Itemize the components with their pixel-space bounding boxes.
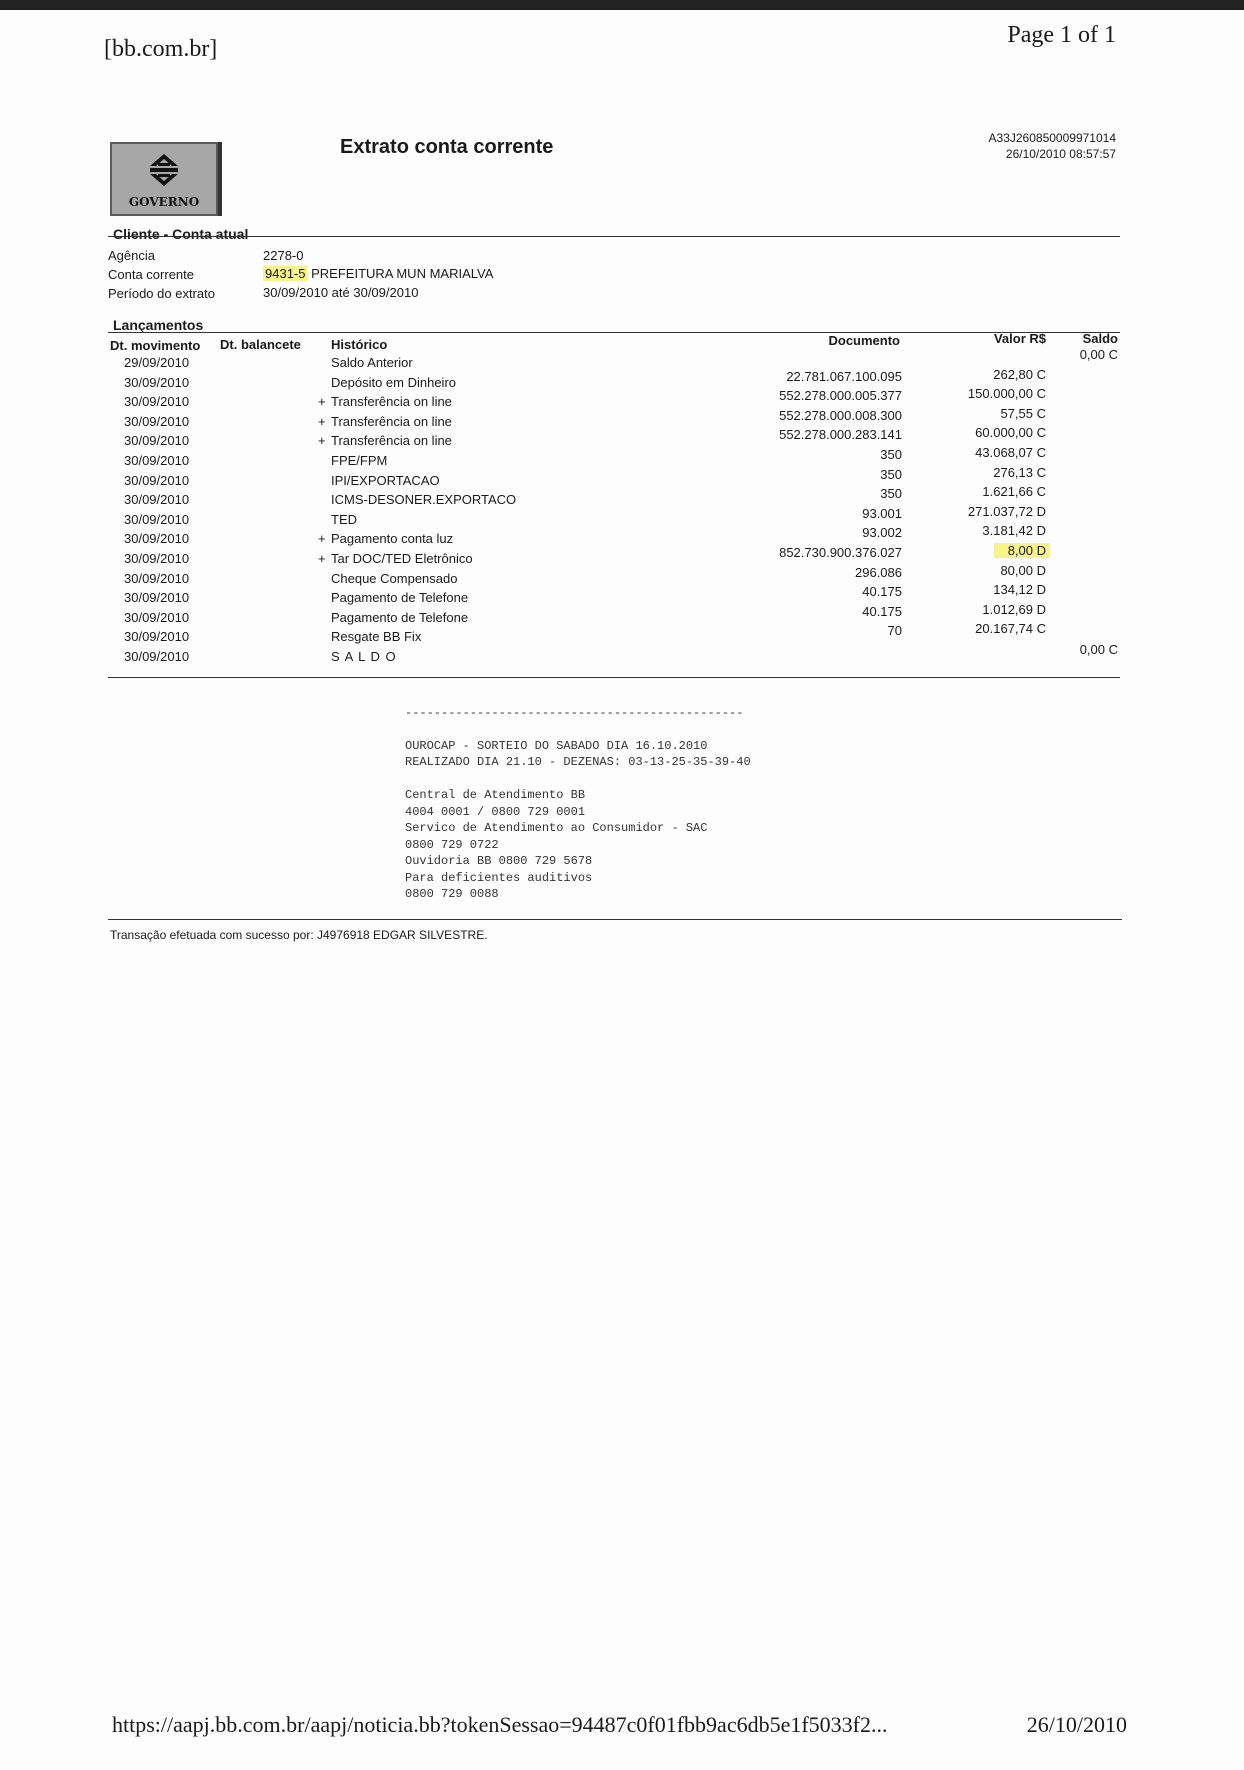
entry-historico: TED — [331, 511, 357, 527]
entry-prefix: + — [318, 551, 326, 566]
entry-documento: 70 — [887, 623, 902, 639]
scan-top-edge — [0, 0, 1244, 10]
page-number: Page 1 of 1 — [1007, 22, 1116, 48]
footer-line — [405, 771, 751, 788]
footer-line: Central de Atendimento BB — [405, 788, 586, 802]
bank-logo — [110, 142, 218, 216]
entry-saldo: 0,00 C — [1079, 642, 1118, 657]
entry-historico: Saldo Anterior — [331, 355, 413, 370]
banco-do-brasil-logo-icon — [144, 152, 184, 188]
entry-documento: 93.001 — [862, 505, 902, 521]
footer-line: Ouvidoria BB 0800 729 5678 — [405, 854, 593, 868]
footer-line: OUROCAP - SORTEIO DO SABADO DIA 16.10.2010 — [405, 738, 708, 753]
client-section-title: Cliente - Conta atual — [113, 226, 249, 242]
entry-valor: 60.000,00 C — [975, 425, 1046, 441]
footer-line: Para deficientes auditivos — [405, 870, 593, 885]
entry-date: 30/09/2010 — [124, 551, 190, 566]
entry-historico: ICMS-DESONER.EXPORTACO — [331, 492, 517, 508]
entry-historico: FPE/FPM — [331, 453, 388, 468]
entry-date: 30/09/2010 — [124, 413, 190, 429]
document-code: A33J260850009971014 — [988, 131, 1116, 145]
entry-date: 30/09/2010 — [124, 531, 190, 547]
entry-valor: 276,13 C — [993, 464, 1046, 480]
entry-documento: 350 — [880, 486, 902, 502]
page-url: https://aapj.bb.com.br/aapj/noticia.bb?tokenSessao=94487c0f01fbb9ac6db5e1f5033f2... — [112, 1712, 888, 1737]
entry-documento: 350 — [880, 447, 902, 462]
entry-prefix: + — [318, 413, 326, 429]
entry-documento: 296.086 — [855, 564, 902, 580]
col-header-dt-balancete: Dt. balancete — [220, 337, 301, 352]
entry-valor: 271.037,72 D — [967, 503, 1046, 519]
entry-valor: 262,80 C — [993, 366, 1046, 382]
conta-holder: PREFEITURA MUN MARIALVA — [311, 266, 494, 281]
entry-date: 30/09/2010 — [124, 433, 190, 449]
entry-date: 30/09/2010 — [124, 570, 190, 586]
entry-date: 30/09/2010 — [124, 453, 190, 468]
entry-documento: 93.002 — [862, 525, 902, 541]
entry-valor: 3.181,42 D — [982, 523, 1046, 539]
document-code-block — [989, 130, 1116, 162]
entry-documento: 852.730.900.376.027 — [779, 545, 902, 560]
document-title: Extrato conta corrente — [340, 136, 554, 158]
transaction-status: Transação efetuada com sucesso por: J4976918 EDGAR SILVESTRE. — [110, 928, 488, 942]
entry-date: 30/09/2010 — [124, 492, 190, 508]
entry-valor: 57,55 C — [1000, 405, 1046, 421]
entry-date: 30/09/2010 — [124, 374, 190, 390]
periodo-label: Período do extrato — [108, 286, 215, 301]
entry-historico: Tar DOC/TED Eletrônico — [331, 551, 473, 566]
entry-date: 30/09/2010 — [124, 511, 190, 527]
footer-line: 4004 0001 / 0800 729 0001 — [405, 804, 586, 819]
entry-date: 30/09/2010 — [124, 590, 190, 606]
entry-historico: Pagamento de Telefone — [331, 609, 469, 625]
transaction-divider — [108, 919, 1122, 920]
entry-date: 30/09/2010 — [124, 394, 190, 410]
footer-separator: ----------------------------------------------- — [405, 706, 744, 720]
print-date: 26/10/2010 — [1026, 1712, 1127, 1737]
entry-saldo: 0,00 C — [1079, 347, 1118, 362]
conta-label: Conta corrente — [108, 267, 194, 282]
entry-valor: 80,00 D — [1000, 562, 1046, 578]
agencia-label: Agência — [108, 248, 155, 263]
logo-text: GOVERNO — [128, 195, 200, 209]
entry-historico: Resgate BB Fix — [331, 629, 422, 645]
document-datetime: 26/10/2010 08:57:57 — [1005, 147, 1116, 161]
entry-historico: Pagamento de Telefone — [331, 590, 469, 606]
entry-prefix: + — [318, 394, 326, 410]
entry-documento: 40.175 — [862, 603, 902, 619]
entry-historico: Transferência on line — [331, 433, 452, 449]
entry-date: 30/09/2010 — [124, 629, 190, 645]
conta-value-block — [263, 266, 493, 281]
entry-historico: Depósito em Dinheiro — [331, 374, 457, 390]
entry-date: 30/09/2010 — [124, 472, 190, 488]
entry-valor: 8,00 D — [994, 543, 1050, 558]
col-header-saldo: Saldo — [1082, 331, 1118, 346]
col-header-dt-movimento: Dt. movimento — [110, 338, 201, 353]
entry-historico: Pagamento conta luz — [331, 531, 454, 547]
entry-valor: 20.167,74 C — [975, 621, 1046, 637]
entry-documento: 552.278.000.008.300 — [779, 407, 902, 423]
site-header: [bb.com.br] — [104, 36, 218, 62]
entry-date: 30/09/2010 — [124, 609, 190, 625]
entry-documento: 552.278.000.283.141 — [779, 427, 902, 443]
col-header-documento: Documento — [828, 333, 900, 348]
entry-date: 29/09/2010 — [124, 355, 190, 370]
footer-line: REALIZADO DIA 21.10 - DEZENAS: 03-13-25-35-39-40 — [405, 755, 751, 769]
col-header-historico: Histórico — [331, 337, 388, 352]
entries-bottom-divider — [108, 677, 1120, 678]
footer-note — [405, 705, 751, 903]
footer-line: 0800 729 0722 — [405, 837, 499, 852]
col-header-valor: Valor R$ — [993, 331, 1046, 346]
entry-documento: 552.278.000.005.377 — [779, 388, 902, 404]
footer-line: Servico de Atendimento ao Consumidor - SAC — [405, 821, 708, 835]
entry-valor: 43.068,07 C — [975, 445, 1046, 460]
entry-historico: Transferência on line — [331, 413, 452, 429]
entry-valor: 134,12 D — [993, 582, 1046, 598]
agencia-value: 2278-0 — [263, 248, 304, 263]
entry-prefix: + — [318, 433, 326, 449]
entry-documento: 40.175 — [862, 584, 902, 600]
entry-historico: S A L D O — [331, 649, 397, 664]
entries-section-title: Lançamentos — [113, 317, 204, 333]
entry-date: 30/09/2010 — [124, 649, 190, 664]
conta-number: 9431-5 — [265, 266, 306, 281]
entry-historico: Transferência on line — [331, 394, 452, 410]
entry-documento: 22.781.067.100.095 — [786, 368, 902, 384]
periodo-value: 30/09/2010 até 30/09/2010 — [263, 285, 419, 300]
entry-historico: Cheque Compensado — [331, 570, 458, 586]
entry-valor: 1.621,66 C — [982, 484, 1046, 500]
entry-valor: 1.012,69 D — [982, 601, 1046, 617]
entry-documento: 350 — [880, 466, 902, 482]
footer-line: 0800 729 0088 — [405, 887, 499, 901]
entry-historico: IPI/EXPORTACAO — [331, 472, 440, 488]
entries-divider — [108, 332, 1120, 333]
entry-prefix: + — [318, 531, 326, 547]
client-divider — [108, 236, 1120, 237]
entry-valor: 150.000,00 C — [967, 386, 1046, 402]
